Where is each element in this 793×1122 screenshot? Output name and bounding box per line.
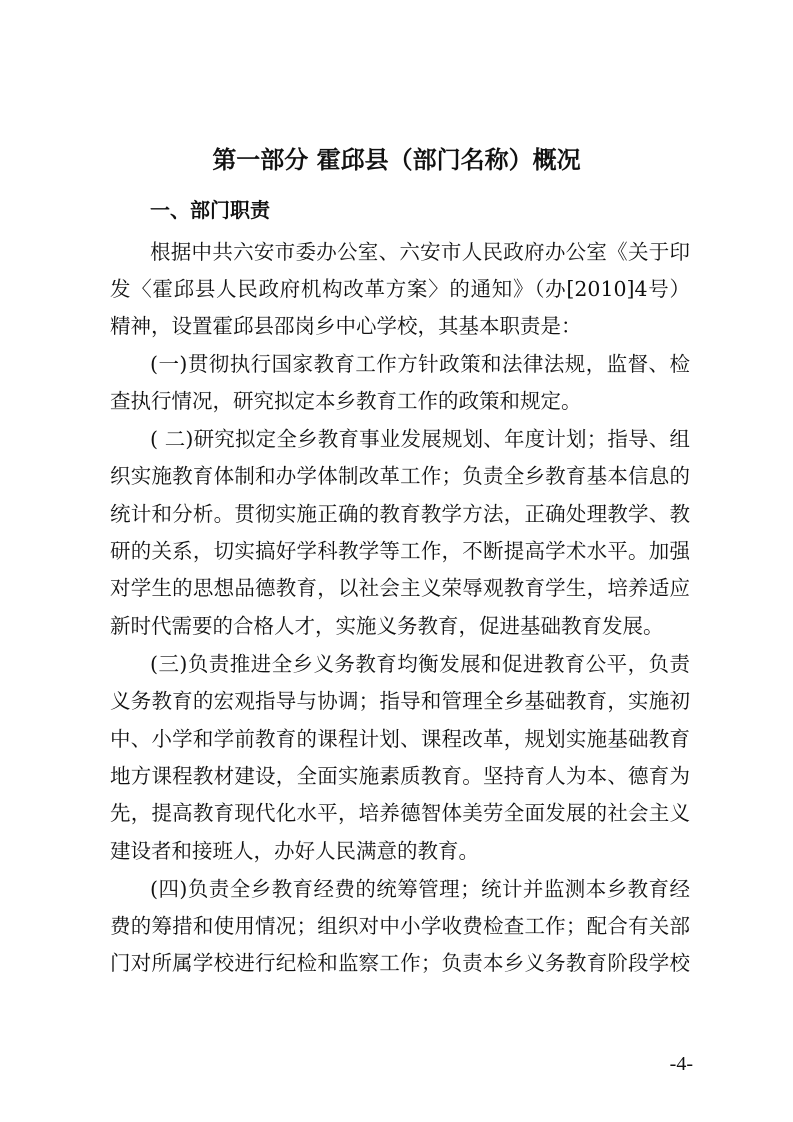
- paragraph-3-line-5: 对学生的思想品德教育，以社会主义荣辱观教育学生，培养适应: [110, 576, 690, 600]
- paragraph-4-line-6: 建设者和接班人，办好人民满意的教育。: [110, 839, 479, 863]
- paragraph-3-line-1: ( 二)研究拟定全乡教育事业发展规划、年度计划；指导、组: [150, 427, 690, 451]
- paragraph-1-line-3: 精神，设置霍邱县邵岗乡中心学校，其基本职责是：: [110, 314, 582, 338]
- paragraph-1-line-1: 根据中共六安市委办公室、六安市人民政府办公室《关于印: [150, 240, 690, 264]
- paragraph-4-line-4: 地方课程教材建设，全面实施素质教育。坚持育人为本、德育为: [110, 764, 690, 788]
- paragraph-2-line-2: 查执行情况，研究拟定本乡教育工作的政策和规定。: [110, 389, 582, 413]
- paragraph-5-line-3: 门对所属学校进行纪检和监察工作；负责本乡义务教育阶段学校: [110, 951, 690, 975]
- paragraph-4-line-5: 先，提高教育现代化水平，培养德智体美劳全面发展的社会主义: [110, 801, 690, 825]
- paragraph-4-line-2: 义务教育的宏观指导与协调；指导和管理全乡基础教育，实施初: [110, 689, 690, 713]
- section-heading: 一、部门职责: [150, 198, 270, 222]
- paragraph-3-line-4: 研的关系，切实搞好学科教学等工作，不断提高学术水平。加强: [110, 539, 690, 563]
- paragraph-4-line-3: 中、小学和学前教育的课程计划、课程改革，规划实施基础教育: [110, 727, 690, 751]
- paragraph-5-line-1: (四)负责全乡教育经费的统筹管理；统计并监测本乡教育经: [150, 877, 690, 901]
- paragraph-5-line-2: 费的筹措和使用情况；组织对中小学收费检查工作；配合有关部: [110, 914, 690, 938]
- paragraph-1-line-2: 发〈霍邱县人民政府机构改革方案〉的通知》（办[2010]4号）: [110, 277, 690, 301]
- paragraph-3-line-6: 新时代需要的合格人才，实施义务教育，促进基础教育发展。: [110, 614, 664, 638]
- page-number: -4-: [669, 1053, 693, 1075]
- page-title: 第一部分 霍邱县（部门名称）概况: [212, 146, 581, 174]
- paragraph-3-line-3: 统计和分析。贯彻实施正确的教育教学方法，正确处理教学、教: [110, 502, 690, 526]
- paragraph-2-line-1: (一)贯彻执行国家教育工作方针政策和法律法规，监督、检: [150, 352, 690, 376]
- paragraph-4-line-1: (三)负责推进全乡义务教育均衡发展和促进教育公平，负责: [150, 652, 690, 676]
- paragraph-3-line-2: 织实施教育体制和办学体制改革工作；负责全乡教育基本信息的: [110, 464, 690, 488]
